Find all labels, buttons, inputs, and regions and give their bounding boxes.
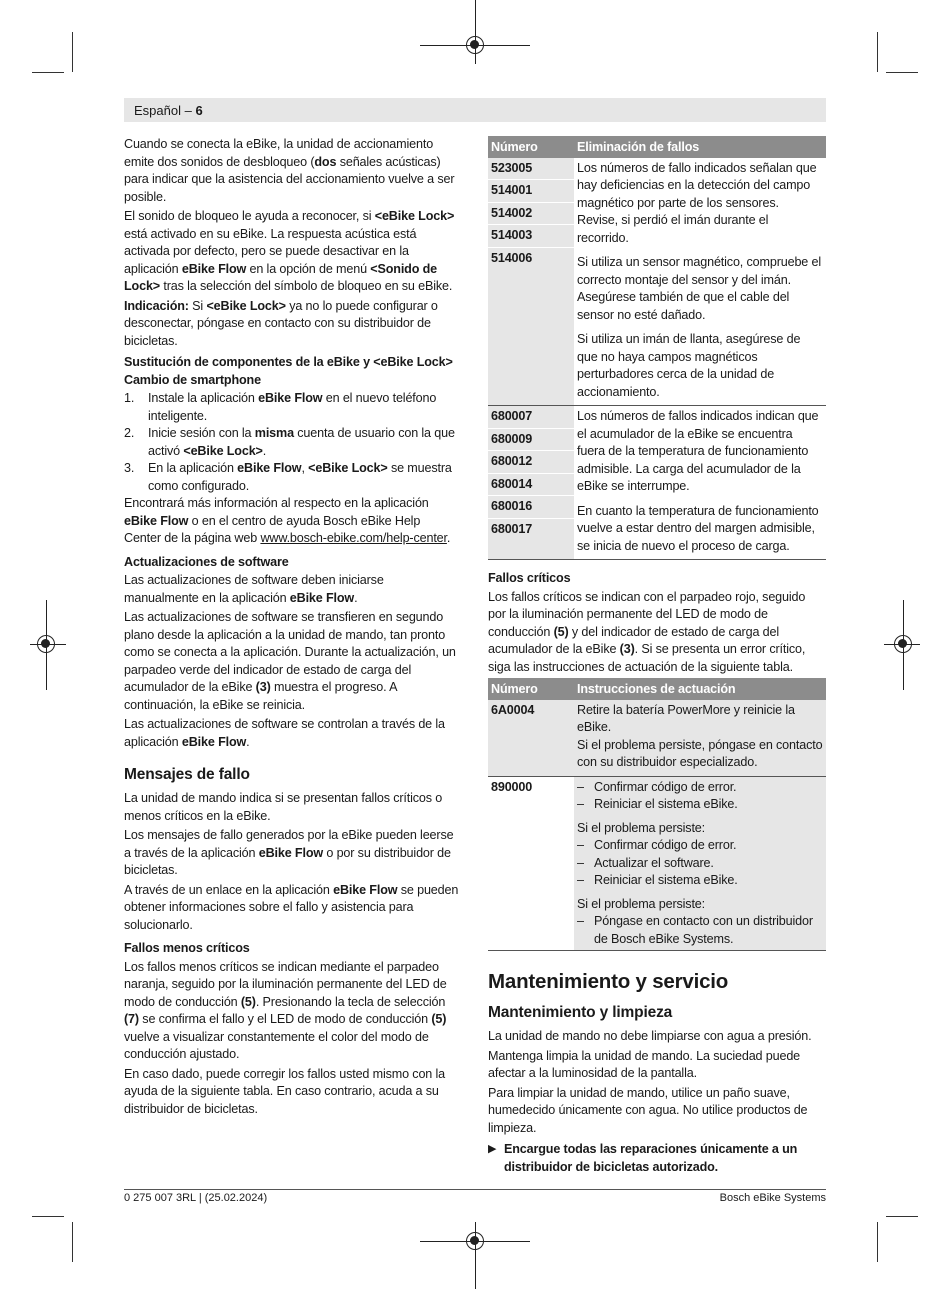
critical-error-table [488,678,826,951]
error-code-cell: 6A0004 [488,700,574,777]
subheading: Fallos menos críticos [124,941,250,955]
paragraph: Para limpiar la unidad de mando, utilice un paño suave, humedecido únicamente con agua. No utilice productos de limpieza. [488,1085,808,1135]
error-description-cell: Los números de fallo indicados señalan que hay deficiencias en la detección del campo magnético por parte de los sensores. Revise, si perdió el imán durante el recorrido. Si utiliza un sensor magnético, compruebe el correcto montaje del sensor y del imán. Asegúrese también de que el cable del sensor no esté dañado. Si utiliza un imán de llanta, asegúrese de que no haya campos magnéticos perturbadores cerca de la unidad de accionamiento. [574,158,826,406]
paragraph: Los fallos menos críticos se indican mediante el parpadeo naranja, seguido por la iluminación permanente del LED de modo de conducción (5). Presionando la tecla de selección (7) se confirma el fallo y el LED de modo de conducción (5) vuelve a visualizar constantemente el color del modo de conducción ajustado. [124,959,447,1061]
crop-mark [877,32,878,72]
footer-divider [124,1189,826,1190]
crop-mark [886,72,918,73]
error-codes-cell: 523005 514001 514002 514003 514006 [488,158,574,406]
paragraph: Encontrará más información al respecto en la aplicación eBike Flow o en el centro de ayuda Bosch eBike Help Center de la página web www.bosch-ebike.com/help-center. [124,496,451,545]
error-description-cell: Los números de fallos indicados indican que el acumulador de la eBike se encuentra fuera de la temperatura de funcionamiento admisible. La carga del acumulador de la eBike se interrumpe. En cuanto la temperatura de funcionamiento vuelve a estar dentro del margen admisible, se inicia de nuevo el proceso de carga. [574,406,826,560]
column-header: Instrucciones de actuación [574,678,826,700]
page-header-band [124,98,826,122]
list-item: – Reiniciar el sistema eBike. [577,797,738,811]
paragraph: La unidad de mando no debe limpiarse con agua a presión. [488,1029,812,1043]
table-row [488,776,826,951]
section-heading: Mensajes de fallo [124,766,250,783]
paragraph: Mantenga limpia la unidad de mando. La suciedad puede afectar a la luminosidad de la pantalla. [488,1048,801,1080]
table-row [488,406,826,560]
registration-mark-icon [894,635,912,653]
warning-bullet: ▶ Encargue todas las reparaciones únicamente a un distribuidor de bicicletas autorizado. [488,1141,826,1176]
column-header: Eliminación de fallos [574,136,826,158]
paragraph: El sonido de bloqueo le ayuda a reconocer, si <eBike Lock> está activado en su eBike. La respuesta acústica está activada por defecto, pero se puede desactivar en la aplicación eBike Flow en la opción de menú <Sonido de Lock> tras la selección del símbolo de bloqueo en su eBike. [124,209,455,293]
subheading: Fallos críticos [488,571,571,585]
paragraph: Las actualizaciones de software se transfieren en segundo plano desde la aplicación a la unidad de mando, tan pronto como se conecta a la aplicación. Durante la actualización, un parpadeo verde del indicador de estado de carga del acumulador de la eBike (3) muestra el progreso. A continuación, la eBike se reinicia. [124,610,456,712]
error-table [488,136,826,560]
table-row [488,700,826,777]
registration-mark-icon [37,635,55,653]
footer-document-id: 0 275 007 3RL | (25.02.2024) [124,1192,268,1204]
arrow-right-icon: ▶ [488,1143,497,1155]
paragraph: Los mensajes de fallo generados por la eBike pueden leerse a través de la aplicación eBike Flow o por su distribuidor de bicicletas. [124,828,454,877]
registration-mark-icon [466,1232,484,1250]
list-item: 2. Inicie sesión con la misma cuenta de usuario con la que activó <eBike Lock>. [124,426,455,458]
subheading: Cambio de smartphone [124,372,261,387]
error-code-cell: 890000 [488,776,574,951]
section-heading: Mantenimiento y limpieza [488,1004,673,1021]
column-header: Número [488,136,574,158]
list-item: – Póngase en contacto con un distribuidor de Bosch eBike Systems. [577,914,813,946]
help-center-link[interactable]: www.bosch-ebike.com/help-center [260,531,447,545]
column-header: Número [488,678,574,700]
crop-mark [32,1216,64,1217]
crop-mark [32,72,64,73]
list-item: – Confirmar código de error. [577,838,737,852]
list-item: – Reiniciar el sistema eBike. [577,873,738,887]
steps-list [124,390,459,495]
error-codes-cell: 680007 680009 680012 680014 680016 680017 [488,406,574,560]
paragraph: Los fallos críticos se indican con el parpadeo rojo, seguido por la iluminación permanente del LED de modo de conducción (5) y del indicador de estado de carga del acumulador de la eBike (3). Si se presenta un error crítico, siga las instrucciones de actuación de la siguiente tabla. [488,589,806,674]
crop-mark [72,32,73,72]
crop-mark [72,1222,73,1262]
subheading: Actualizaciones de software [124,554,289,569]
paragraph: Las actualizaciones de software se controlan a través de la aplicación eBike Flow. [124,717,445,749]
chapter-heading: Mantenimiento y servicio [488,970,729,993]
instruction-cell: Retire la batería PowerMore y reinicie la eBike. Si el problema persiste, póngase en contacto con su distribuidor especializado. [574,700,826,777]
subheading: Sustitución de componentes de la eBike y <eBike Lock> [124,355,453,369]
table-header-row [488,136,826,158]
paragraph: Cuando se conecta la eBike, la unidad de accionamiento emite dos sonidos de desbloqueo (dos señales acústicas) para indicar que la asistencia del accionamiento vuelve a ser posible. [124,137,455,204]
paragraph: En caso dado, puede corregir los fallos usted mismo con la ayuda de la siguiente tabla. En caso contrario, acuda a su distribuidor de bicicletas. [124,1066,446,1116]
paragraph: Las actualizaciones de software deben iniciarse manualmente en la aplicación eBike Flow. [124,573,384,605]
list-item: – Confirmar código de error. [577,779,737,794]
table-header-row [488,678,826,700]
footer-brand: Bosch eBike Systems [719,1192,826,1204]
registration-line [475,0,476,64]
paragraph: A través de un enlace en la aplicación eBike Flow se pueden obtener informaciones sobre el fallo y asistencia para solucionarlo. [124,882,459,932]
page-header: Español – 6 [134,103,203,118]
crop-mark [886,1216,918,1217]
list-item: 3. En la aplicación eBike Flow, <eBike Lock> se muestra como configurado. [124,461,452,493]
header-language: Español [134,103,181,118]
page-number: 6 [195,103,203,118]
list-item: 1. Instale la aplicación eBike Flow en el nuevo teléfono inteligente. [124,391,437,423]
list-item: – Actualizar el software. [577,855,714,870]
right-column [488,136,826,1176]
note-paragraph: Indicación: Si <eBike Lock> ya no lo puede configurar o desconectar, póngase en contacto con su distribuidor de bicicletas. [124,298,438,348]
registration-mark-icon [466,36,484,54]
instruction-cell: – Confirmar código de error. – Reiniciar el sistema eBike. Si el problema persiste: – Confirmar código de error. – Actualizar el software. – Reiniciar el sistema eBike. Si el problema persiste: – Póngase en contacto con un distribuidor de Bosch eBike Systems. [574,776,826,951]
paragraph: La unidad de mando indica si se presentan fallos críticos o menos críticos en la eBike. [124,791,443,823]
table-row [488,158,826,406]
left-column [124,136,459,1120]
crop-mark [877,1222,878,1262]
